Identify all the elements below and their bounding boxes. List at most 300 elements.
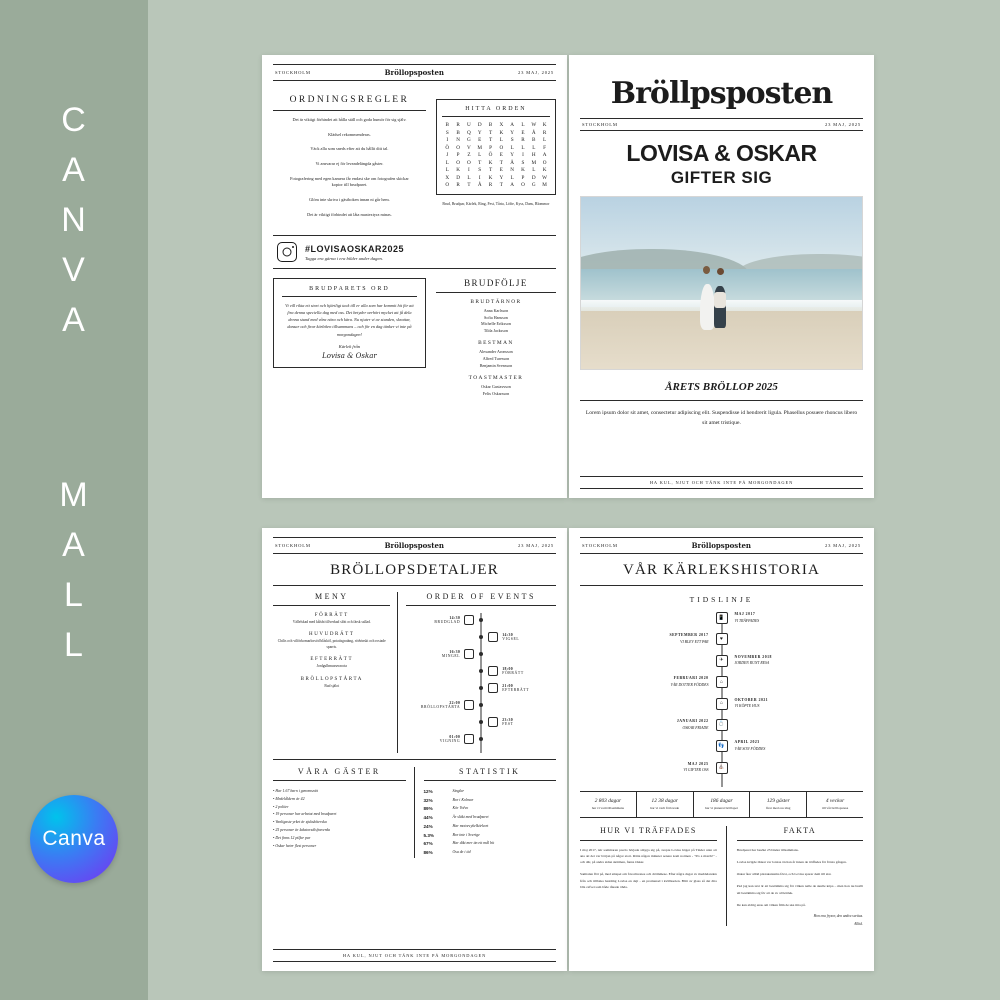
event-icon bbox=[464, 700, 474, 710]
wordsearch-cell: R bbox=[488, 182, 493, 188]
stat-percent: 89% bbox=[423, 806, 433, 812]
story-facts-row bbox=[580, 791, 863, 818]
branding-letter: A bbox=[62, 151, 86, 189]
event-label: FÖRRÄTT bbox=[502, 671, 524, 675]
party-member: Anna Karlsson bbox=[483, 308, 509, 314]
stats-column bbox=[415, 767, 557, 858]
story-timeline-date: MAJ 2017 bbox=[734, 612, 756, 616]
stat-row bbox=[424, 832, 557, 841]
party-names bbox=[436, 308, 556, 334]
stat-label: Singlar bbox=[452, 789, 464, 793]
details-paper-name: Bröllopsposten bbox=[384, 541, 445, 550]
story-timeline-row bbox=[580, 633, 863, 645]
story-timeline-icon: 👣 bbox=[716, 740, 728, 752]
wordsearch-cell: D bbox=[456, 174, 460, 181]
menu-course-desc: Chilis och vilförkomarlorsöd blåsköl, potatisgratäng, rödvinskt och rostade sparris. bbox=[277, 639, 386, 649]
wordsearch-cell: Y bbox=[477, 129, 482, 136]
stat-row bbox=[424, 814, 557, 823]
event-row bbox=[406, 615, 556, 625]
canva-logo-badge[interactable] bbox=[30, 795, 118, 883]
details-title: BRÖLLOPSDETALJER bbox=[273, 554, 556, 586]
details-city: STOCKHOLM bbox=[275, 543, 311, 548]
facts-signoff: Hon ena frysor, den andra svettas. bbox=[813, 913, 863, 918]
story-title: VÅR KÄRLEKSHISTORIA bbox=[580, 554, 863, 586]
fact-cell bbox=[580, 792, 637, 817]
wordsearch-cell: L bbox=[478, 152, 482, 158]
branding-letter: A bbox=[62, 526, 86, 564]
story-timeline-icon: ✈ bbox=[716, 655, 728, 667]
story-timeline-row bbox=[580, 740, 863, 752]
guest-fact: • 2 politer bbox=[273, 804, 406, 812]
menu-heading: MENY bbox=[273, 592, 390, 606]
event-row bbox=[406, 717, 556, 727]
wordsearch-cell: Y bbox=[510, 152, 515, 158]
fact-number: 2 803 dagar bbox=[594, 798, 622, 804]
rules-heading: ORDNINGSREGLER bbox=[273, 95, 426, 111]
event-time: 22:00 bbox=[449, 701, 461, 705]
wordsearch-cell: T bbox=[488, 137, 493, 143]
events-heading: ORDER OF EVENTS bbox=[406, 592, 556, 606]
wordsearch-cell: T bbox=[499, 182, 503, 188]
facts-heading: FAKTA bbox=[737, 826, 863, 841]
stat-percent: 24% bbox=[423, 823, 433, 829]
wordsearch-cell: X bbox=[499, 122, 504, 128]
masthead-bar bbox=[273, 64, 556, 81]
story-timeline-icon: ♥ bbox=[716, 633, 728, 645]
hashtag-text: #LOVISAOSKAR2025 bbox=[305, 243, 405, 254]
story-timeline-text: VI TRÄFFADES bbox=[734, 618, 760, 623]
branding-letter: A bbox=[62, 301, 86, 339]
details-masthead-bar bbox=[273, 537, 556, 554]
cover-photo bbox=[580, 196, 863, 370]
wordsearch-cell: Å bbox=[531, 129, 536, 136]
fact-cell bbox=[807, 792, 863, 817]
menu-course-desc: Vällelskad med kålsbt tillverkad slött och färsk sallad. bbox=[292, 620, 371, 624]
wordsearch-cell: J bbox=[446, 152, 449, 158]
story-timeline-text: VI GIFTER OSS bbox=[683, 768, 709, 773]
stat-percent: 12% bbox=[423, 789, 433, 794]
event-icon bbox=[488, 666, 498, 676]
fact-label: har vi varit förlovade bbox=[650, 806, 680, 810]
event-label: MINGEL bbox=[441, 654, 461, 658]
wordsearch-cell: O bbox=[542, 159, 547, 166]
cover-subtitle: GIFTER SIG bbox=[670, 168, 773, 187]
event-time: 23:30 bbox=[502, 718, 514, 722]
masthead-date: 23 MAJ, 2025 bbox=[517, 70, 554, 75]
rule-item: Det är viktigt förbindet att låta mastextyra minas. bbox=[307, 211, 392, 217]
story-timeline-date: MAJ 2025 bbox=[687, 761, 709, 766]
story-timeline-icon: ⛪ bbox=[716, 762, 728, 774]
branding-word-canva bbox=[0, 95, 148, 345]
stat-label: Kör Volvo bbox=[452, 806, 469, 811]
wordsearch-cell: G bbox=[467, 137, 471, 143]
event-time: 01:00 bbox=[449, 735, 461, 739]
wordsearch-cell: K bbox=[456, 167, 460, 173]
guest-fact: • 19 personer har arbetat med brudparet bbox=[273, 811, 406, 819]
wordsearch-cell: W bbox=[542, 174, 548, 181]
wordsearch-cell: K bbox=[542, 167, 547, 173]
rule-item: Det är viktigt förhindet att hålla ställ och goda humör för sig själv. bbox=[292, 117, 407, 122]
cover-kicker: ÅRETS BRÖLLOP 2025 bbox=[580, 381, 863, 401]
wordsearch-cell: Y bbox=[510, 129, 515, 136]
rule-item: Fotografering med egen kamera får endast ske om fotografen skickar kopior till brudparet. bbox=[290, 175, 409, 188]
story-timeline-date: FEBRUARI 2020 bbox=[673, 676, 709, 681]
events-timeline bbox=[406, 613, 556, 753]
wordsearch-cell: A bbox=[510, 122, 515, 128]
cover-couple-names: LOVISA & OSKAR bbox=[626, 140, 817, 166]
document-page-cover[interactable] bbox=[569, 55, 874, 498]
story-timeline-heading: TIDSLINJE bbox=[689, 595, 754, 604]
event-label: BRUDGLAD bbox=[434, 620, 461, 624]
menu-item bbox=[273, 632, 390, 650]
wordsearch-cell: K bbox=[488, 159, 493, 166]
wordsearch-cell: U bbox=[467, 122, 471, 128]
wordsearch-cell: M bbox=[531, 159, 537, 166]
fact-label: har vi planerat bröllopet bbox=[705, 806, 738, 810]
fact-number: 4 veckor bbox=[825, 798, 845, 804]
wordsearch-cell: E bbox=[478, 137, 482, 143]
story-timeline-row bbox=[580, 719, 863, 731]
event-row bbox=[406, 649, 556, 659]
wordsearch-cell: L bbox=[543, 137, 547, 143]
stat-row bbox=[424, 797, 557, 806]
event-label: BRÖLLOPSTÅRTA bbox=[420, 705, 461, 709]
wordsearch-cell: E bbox=[499, 167, 503, 173]
branding-letter: V bbox=[62, 251, 86, 289]
wordsearch-cell: O bbox=[521, 182, 525, 188]
event-dot bbox=[479, 669, 483, 673]
cover-footer: HA KUL, NJUT OCH TÄNK INTE PÅ MORGONDAGEN bbox=[580, 476, 863, 489]
party-member: Oskar Gustavsson bbox=[481, 384, 511, 390]
instagram-icon bbox=[277, 242, 297, 262]
event-label: EFTERRÄTT bbox=[502, 688, 530, 692]
event-row bbox=[406, 700, 556, 710]
menu-course-desc: Bud själot bbox=[324, 683, 340, 688]
menu-list bbox=[273, 613, 390, 689]
event-dot bbox=[479, 686, 483, 690]
event-row bbox=[406, 734, 556, 744]
wordsearch-cell: P bbox=[489, 144, 492, 151]
branding-letter: M bbox=[59, 476, 89, 514]
document-page-details[interactable] bbox=[262, 528, 567, 971]
party-member: Felix Oskarsson bbox=[482, 390, 510, 396]
menu-course-desc: Jordgulbmusseracota bbox=[316, 664, 347, 669]
fact-number: 12 38 dagar bbox=[651, 798, 678, 804]
wordsearch-cell: E bbox=[499, 152, 503, 158]
guests-column bbox=[273, 767, 415, 858]
branding-letter: N bbox=[61, 201, 87, 239]
wordsearch-heading: HITTA ORDEN bbox=[442, 106, 550, 117]
event-dot bbox=[479, 737, 483, 741]
event-icon bbox=[488, 632, 498, 642]
stat-label: Har motorcykelkörkort bbox=[452, 823, 489, 828]
event-time: 16:30 bbox=[449, 650, 461, 654]
wordsearch-cell: W bbox=[531, 122, 537, 128]
wordsearch-cell: I bbox=[468, 167, 470, 173]
event-label: VIGSEL bbox=[502, 637, 520, 641]
stat-percent: 5.3% bbox=[423, 832, 434, 838]
fact-paragraph: Oskar åter alltid pizzakantema först, och Lovisa sparar dem till sist. bbox=[736, 872, 832, 877]
wordsearch-cell: P bbox=[456, 152, 460, 158]
story-timeline-date: SEPTEMBER 2017 bbox=[669, 633, 709, 638]
story-timeline-icon: 💍 bbox=[716, 719, 728, 731]
wordsearch-cell: Y bbox=[499, 174, 504, 181]
story-timeline-row bbox=[580, 762, 863, 774]
story-timeline bbox=[580, 612, 863, 789]
party-member: Tilda Jacksson bbox=[483, 327, 508, 333]
story-timeline-text: VÅR DOTTER FÖDDES bbox=[670, 682, 709, 687]
party-role: TOASTMASTER bbox=[468, 375, 524, 382]
event-time: 14:30 bbox=[449, 616, 461, 620]
fact-paragraph: Lovisa kvigde Oskar var lorstas ön han år innan de träffades för första gången. bbox=[736, 860, 847, 865]
wordsearch-cell: S bbox=[510, 137, 514, 143]
fact-number: 129 gäster bbox=[766, 798, 790, 804]
rule-item: Klädsel rekommenderas. bbox=[328, 131, 371, 137]
wordsearch-cell: T bbox=[488, 167, 493, 173]
wordsearch-grid bbox=[442, 122, 550, 188]
wordsearch-cell: F bbox=[543, 144, 547, 151]
story-timeline-date: OKTOBER 2021 bbox=[734, 697, 769, 702]
wordsearch-cell: R bbox=[542, 129, 547, 136]
wordsearch-cell: O bbox=[445, 182, 450, 188]
story-timeline-text: OSKAR FRIADE bbox=[682, 725, 709, 730]
party-names bbox=[436, 349, 556, 369]
wordsearch-box bbox=[436, 99, 556, 195]
event-time: 18:00 bbox=[502, 667, 514, 671]
wordsearch-cell: S bbox=[521, 159, 525, 166]
hashtag-subtext: Tagga era gärna i era bilder under dagen. bbox=[305, 255, 383, 261]
stat-label: Är släkt med brudparet bbox=[452, 815, 489, 820]
wordsearch-cell: R bbox=[456, 182, 460, 188]
party-member: Michelle Eriksson bbox=[480, 321, 511, 327]
events-column bbox=[398, 592, 556, 753]
guest-fact: • Det finns 12 pilfar par bbox=[273, 835, 406, 843]
guests-list bbox=[273, 788, 406, 851]
vow-signoff: Kärlek från bbox=[338, 343, 361, 349]
stat-percent: 44% bbox=[423, 815, 433, 821]
story-paper-name: Bröllopsposten bbox=[691, 541, 752, 550]
guest-fact: • Vanligaste yrket är sjuksköterska bbox=[273, 819, 406, 827]
wordsearch-cell: L bbox=[521, 144, 525, 151]
wordsearch-cell: T bbox=[467, 182, 471, 188]
wordsearch-cell: Q bbox=[467, 129, 471, 136]
wordsearch-words: Brud, Brudpar, Kärlek, Ring, Fest, Tårta, Löfte, Kyss, Dans, Blommor bbox=[442, 202, 550, 206]
fact-paragraph: De kan aldrig enas om vilken film de ska titta på. bbox=[736, 902, 806, 907]
wordsearch-cell: O bbox=[456, 144, 460, 151]
masthead-paper-name: Bröllopsposten bbox=[384, 68, 445, 77]
story-timeline-icon: ⌂ bbox=[716, 676, 728, 688]
wordsearch-cell: L bbox=[532, 167, 536, 173]
canva-logo-label: Canva bbox=[42, 827, 106, 850]
party-member: Benjamin Svensson bbox=[479, 362, 513, 368]
wordsearch-cell: A bbox=[510, 182, 515, 188]
guest-fact: • Oskar heter flest personer bbox=[273, 843, 406, 851]
hashtag-section bbox=[273, 235, 556, 269]
wordsearch-cell: Å bbox=[477, 182, 482, 188]
how-we-met-paragraph: Samtalen flöt på, med smspet om favoritrestee och drömmese. Efter några dagar av meddelanden från och tillbaka bestämg Lovisa en dejt - en promenad i kvällssolen. Blitt av glass så det dita blla cafvet som både råkade öhda. bbox=[580, 872, 717, 889]
details-date: 23 MAJ, 2025 bbox=[517, 543, 554, 548]
event-time: 14:30 bbox=[502, 633, 514, 637]
stats-heading: STATISTIK bbox=[424, 767, 557, 781]
wordsearch-cell: Ö bbox=[488, 152, 493, 158]
facts-signer: Alltid. bbox=[854, 921, 863, 926]
wordsearch-cell: L bbox=[510, 144, 514, 151]
event-row bbox=[406, 632, 556, 642]
wordsearch-cell: S bbox=[445, 129, 449, 136]
wordsearch-cell: L bbox=[445, 167, 449, 173]
party-role: BRUDTÄRNOR bbox=[470, 299, 522, 306]
event-dot bbox=[479, 720, 483, 724]
fact-label: har vi varit tillsammans bbox=[591, 806, 624, 810]
vow-box bbox=[273, 278, 426, 367]
wordsearch-cell: X bbox=[445, 174, 450, 181]
rule-item: Väck alla som sneds efter att du hållit ditt tal. bbox=[310, 146, 389, 152]
cover-masthead-title: Bröllpsposten bbox=[610, 76, 833, 111]
how-we-met-column bbox=[580, 826, 727, 926]
event-dot bbox=[479, 703, 483, 707]
wordsearch-cell: S bbox=[478, 167, 482, 173]
rule-item: Glöm inte skriva i gästboken innan ni går hem. bbox=[309, 196, 390, 202]
wordsearch-cell: O bbox=[467, 159, 471, 166]
wordsearch-cell: L bbox=[510, 174, 514, 181]
branding-letter: L bbox=[64, 576, 84, 614]
story-timeline-date: APRIL 2023 bbox=[734, 740, 760, 745]
party-names bbox=[436, 384, 556, 397]
stat-label: Har dikt mer än ett mål bit bbox=[452, 841, 495, 846]
story-date: 23 MAJ, 2025 bbox=[824, 543, 861, 548]
stat-row bbox=[424, 840, 557, 849]
wordsearch-cell: T bbox=[478, 159, 482, 166]
wordsearch-cell: L bbox=[467, 174, 471, 181]
wordsearch-cell: B bbox=[488, 122, 493, 128]
fact-number: 186 dagar bbox=[710, 798, 733, 804]
branding-letter: L bbox=[64, 626, 84, 664]
event-icon bbox=[464, 734, 474, 744]
event-icon bbox=[488, 717, 498, 727]
details-footer: HA KUL, NJUT OCH TÄNK INTE PÅ MORGONDAGEN bbox=[273, 949, 556, 962]
cover-body-text: Lorem ipsum dolor sit amet, consectetur adipiscing elit. Suspendisse id hendrerit ligula. Phasellus posuere rhoncus libero sit amet tristique. bbox=[585, 410, 858, 426]
stat-percent: 32% bbox=[423, 797, 433, 803]
wordsearch-cell: H bbox=[531, 152, 536, 158]
wedding-party-heading: BRUDFÖLJE bbox=[436, 278, 556, 293]
story-timeline-text: VI KÖPTE HUS bbox=[734, 704, 760, 709]
stat-percent: 67% bbox=[423, 841, 433, 847]
event-row bbox=[406, 666, 556, 676]
wordsearch-cell: O bbox=[499, 144, 504, 151]
wordsearch-cell: I bbox=[478, 174, 481, 181]
stat-label: Osa de i tid bbox=[452, 850, 471, 855]
wordsearch-cell: L bbox=[445, 159, 449, 166]
event-label: FEST bbox=[502, 722, 514, 726]
fact-label: firar med oss idag bbox=[766, 806, 791, 810]
wordsearch-cell: Z bbox=[467, 152, 471, 158]
event-label: VIGNING bbox=[439, 739, 461, 743]
rule-item: Vi ansvarar ej för levandelängda gåster. bbox=[315, 160, 384, 166]
wordsearch-cell: B bbox=[456, 129, 460, 136]
wordsearch-cell: I bbox=[522, 152, 524, 158]
cover-date: 23 MAJ, 2025 bbox=[824, 122, 861, 127]
party-member: Alfred Turesson bbox=[482, 355, 510, 361]
event-icon bbox=[488, 683, 498, 693]
wordsearch-cell: B bbox=[532, 137, 536, 143]
party-member: Sofia Hansson bbox=[484, 314, 508, 320]
story-timeline-row bbox=[580, 612, 863, 624]
party-role: BESTMAN bbox=[478, 340, 514, 347]
wordsearch-cell: B bbox=[445, 122, 450, 128]
cover-masthead-bar bbox=[580, 118, 863, 131]
wordsearch-cell: L bbox=[521, 122, 525, 128]
guest-fact: • 25 personer är lakatorsälsfraverda bbox=[273, 827, 406, 835]
stat-label: Bor i Kolmar bbox=[452, 797, 474, 802]
story-timeline-text: JORDEN RUNT RESA bbox=[734, 661, 770, 666]
wordsearch-cell: M bbox=[477, 144, 483, 151]
wordsearch-cell: V bbox=[467, 144, 471, 151]
event-icon bbox=[464, 615, 474, 625]
story-timeline-text: VI BLEV ETT PAR bbox=[680, 640, 709, 645]
wordsearch-cell: L bbox=[532, 144, 536, 151]
stat-row bbox=[424, 788, 557, 797]
fact-cell bbox=[694, 792, 751, 817]
rules-list bbox=[273, 117, 426, 218]
wordsearch-cell: K bbox=[542, 122, 547, 128]
how-we-met-heading: HUR VI TRÄFFADES bbox=[580, 826, 717, 841]
story-timeline-date: JANUARI 2022 bbox=[676, 718, 709, 723]
document-page-rules[interactable] bbox=[262, 55, 567, 498]
fact-label: till vår bröllopsresa bbox=[821, 806, 849, 810]
masthead-city: STOCKHOLM bbox=[275, 70, 311, 75]
wedding-party-groups bbox=[436, 299, 556, 397]
guest-fact: • Medelåldern är 42 bbox=[273, 796, 406, 804]
story-timeline-row bbox=[580, 698, 863, 710]
event-dot bbox=[479, 618, 483, 622]
wordsearch-cell: A bbox=[542, 152, 547, 158]
menu-item bbox=[273, 613, 390, 625]
wordsearch-cell: M bbox=[542, 182, 547, 188]
document-page-story[interactable] bbox=[569, 528, 874, 971]
wordsearch-cell: D bbox=[477, 122, 482, 128]
stat-percent: 86% bbox=[423, 850, 433, 856]
menu-course-name: FÖRRÄTT bbox=[314, 613, 349, 618]
fact-cell bbox=[637, 792, 694, 817]
branding-letter: C bbox=[61, 101, 87, 139]
menu-item bbox=[273, 677, 390, 689]
wordsearch-cell: P bbox=[521, 174, 525, 181]
story-city: STOCKHOLM bbox=[582, 543, 618, 548]
wordsearch-cell: K bbox=[488, 174, 493, 181]
wordsearch-cell: K bbox=[499, 129, 504, 136]
menu-column bbox=[273, 592, 398, 753]
vow-signature: Lovisa & Oskar bbox=[322, 351, 377, 360]
stat-label: Bor inte i Sverige bbox=[452, 832, 480, 837]
story-masthead-bar bbox=[580, 537, 863, 554]
wordsearch-cell: T bbox=[499, 159, 503, 166]
fact-paragraph: Brudparet har besökt 23 länder tillsammans. bbox=[736, 848, 799, 853]
wordsearch-cell: L bbox=[499, 137, 503, 143]
wordsearch-cell: R bbox=[456, 122, 460, 128]
story-timeline-text: VÅR SON FÖDDES bbox=[734, 746, 766, 751]
wordsearch-cell: T bbox=[488, 129, 493, 136]
guests-heading: VÅRA GÄSTER bbox=[273, 767, 406, 781]
wordsearch-cell: N bbox=[510, 167, 515, 173]
wordsearch-cell: Å bbox=[510, 159, 515, 166]
facts-column bbox=[727, 826, 863, 926]
event-dot bbox=[479, 635, 483, 639]
wordsearch-cell: K bbox=[521, 167, 525, 173]
fact-paragraph: Pad jag kan text är att bestämma sig för vilken nalle de skulle köpa – men hon nu brøllt ult bestämma sig för att de av all kärlek. bbox=[736, 884, 863, 895]
wordsearch-cell: G bbox=[531, 182, 536, 188]
stat-row bbox=[424, 805, 557, 814]
menu-course-name: HUVUDRÄTT bbox=[308, 632, 355, 638]
